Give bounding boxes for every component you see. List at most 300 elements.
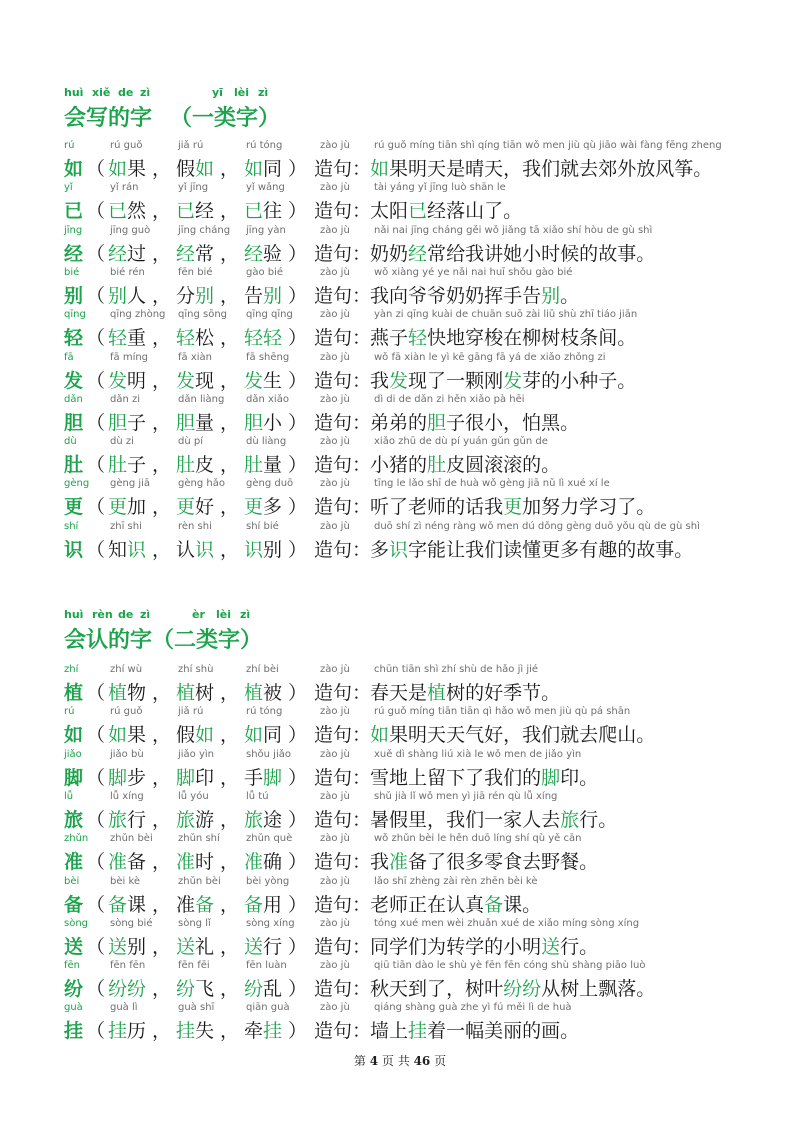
comma: ，	[220, 766, 240, 789]
sentence-pinyin: shǔ jià lǐ wǒ men yì jiā rén qù lǚ xíng	[374, 790, 558, 802]
comma: ，	[152, 1020, 172, 1043]
example-sentence: 听了老师的话我更加努力学习了。	[370, 496, 656, 519]
sentence-label: 造句：	[314, 454, 372, 477]
target-character: 轻	[64, 327, 84, 350]
char-pinyin: qīng	[64, 309, 86, 321]
comma: ，	[220, 538, 240, 561]
word-pinyin: gèng duō	[246, 478, 294, 490]
comma: ，	[152, 766, 172, 789]
word-pinyin: rú tóng	[246, 140, 283, 151]
open-paren: （	[86, 158, 106, 180]
word: 更加	[108, 496, 147, 519]
target-character: 植	[64, 682, 84, 704]
example-sentence: 雪地上留下了我们的脚印。	[370, 766, 599, 789]
word: 更多	[244, 496, 283, 519]
word: 如同	[244, 158, 283, 180]
footer-prefix: 第	[353, 1054, 366, 1068]
example-sentence: 我发现了一颗刚发芽的小种子。	[370, 369, 637, 392]
sentence-label: 造句：	[314, 496, 372, 519]
label-pinyin: zào jù	[320, 917, 350, 929]
comma: ，	[220, 978, 240, 1001]
word: 送别	[108, 935, 147, 958]
sentence-label: 造句：	[314, 893, 372, 916]
footer-mid: 页 共	[381, 1054, 410, 1068]
word: 已经	[176, 200, 215, 223]
example-sentence: 多识字能让我们读懂更多有趣的故事。	[370, 538, 694, 561]
word-pinyin: dù liàng	[246, 436, 287, 448]
word-pinyin: shí bié	[246, 520, 279, 532]
word: 轻轻	[244, 327, 283, 350]
word: 脚步	[108, 766, 147, 789]
word: 纷乱	[244, 978, 283, 1001]
title-pinyin-syllable: de	[118, 608, 134, 621]
comma: ，	[220, 454, 240, 477]
char-pinyin: zhí	[64, 664, 79, 675]
title-pinyin-syllable: zì	[140, 608, 151, 621]
comma: ，	[220, 935, 240, 958]
target-character: 别	[64, 284, 84, 307]
char-pinyin: guà	[64, 1002, 83, 1014]
example-sentence: 如果明天天气好，我们就去爬山。	[370, 724, 656, 747]
vocab-row	[64, 833, 764, 877]
comma: ，	[152, 538, 172, 561]
vocab-row	[64, 521, 764, 565]
word-pinyin: zhí shù	[178, 664, 214, 675]
word: 更好	[176, 496, 215, 519]
close-paren: ）	[288, 851, 308, 874]
close-paren: ）	[288, 327, 308, 350]
word-pinyin: jīng guò	[110, 224, 151, 236]
comma: ，	[152, 327, 172, 350]
char-pinyin: rú	[64, 140, 75, 151]
label-pinyin: zào jù	[320, 393, 350, 405]
example-sentence: 春天是植树的好季节。	[370, 682, 561, 704]
example-sentence: 太阳已经落山了。	[370, 200, 523, 223]
close-paren: ）	[288, 454, 308, 477]
title-pinyin-syllable: xiě	[92, 86, 111, 99]
title-pinyin-syllable: zì	[240, 608, 251, 621]
section-heading	[64, 101, 280, 132]
label-pinyin: zào jù	[320, 960, 350, 972]
target-character: 纷	[64, 978, 84, 1001]
comma: ，	[152, 808, 172, 831]
char-pinyin: fā	[64, 351, 74, 363]
word-pinyin: qīng sōng	[178, 309, 228, 321]
word-pinyin: zhī shi	[110, 520, 142, 532]
open-paren: （	[86, 1020, 106, 1043]
comma: ，	[152, 369, 172, 392]
sentence-pinyin: chūn tiān shì zhí shù de hǎo jì jié	[374, 664, 539, 675]
title-pinyin-syllable: de	[118, 86, 134, 99]
sentence-pinyin: qiáng shàng guà zhe yì fú měi lì de huà	[374, 1002, 572, 1014]
comma: ，	[152, 496, 172, 519]
char-pinyin: lǚ	[64, 790, 74, 802]
close-paren: ）	[288, 978, 308, 1001]
word: 已然	[108, 200, 147, 223]
vocab-row	[64, 309, 764, 353]
close-paren: ）	[288, 682, 308, 704]
target-character: 发	[64, 369, 84, 392]
title-pinyin-syllable: zì	[140, 86, 151, 99]
comma: ，	[152, 242, 172, 265]
word-pinyin: guà shī	[178, 1002, 215, 1014]
section-heading-main: 会写的字	[64, 105, 153, 131]
close-paren: ）	[288, 200, 308, 223]
footer-total-pages: 46	[413, 1054, 431, 1068]
vocab-row	[64, 791, 764, 835]
example-sentence: 同学们为转学的小明送行。	[370, 935, 599, 958]
comma: ，	[152, 454, 172, 477]
word: 发明	[108, 369, 147, 392]
example-sentence: 老师正在认真备课。	[370, 893, 542, 916]
comma: ，	[152, 935, 172, 958]
open-paren: （	[86, 242, 106, 265]
target-character: 如	[64, 158, 84, 180]
comma: ，	[220, 808, 240, 831]
example-sentence: 奶奶经常给我讲她小时候的故事。	[370, 242, 656, 265]
open-paren: （	[86, 327, 106, 350]
sentence-pinyin: lǎo shī zhèng zài rèn zhēn bèi kè	[374, 875, 538, 887]
example-sentence: 小猪的肚皮圆滚滚的。	[370, 454, 561, 477]
word-pinyin: jīng yàn	[246, 224, 286, 236]
word-pinyin: rú tóng	[246, 706, 283, 718]
comma: ，	[152, 411, 172, 434]
vocab-row	[64, 352, 764, 396]
comma: ，	[152, 284, 172, 307]
char-pinyin: gèng	[64, 478, 90, 490]
word-pinyin: shǒu jiǎo	[246, 748, 291, 760]
label-pinyin: zào jù	[320, 790, 350, 802]
example-sentence: 我准备了很多零食去野餐。	[370, 851, 599, 874]
label-pinyin: zào jù	[320, 664, 350, 675]
sentence-label: 造句：	[314, 682, 372, 704]
word: 发生	[244, 369, 283, 392]
section-heading-main: 会认的字	[64, 627, 153, 653]
vocab-row	[64, 436, 764, 480]
comma: ，	[152, 200, 172, 223]
char-pinyin: dù	[64, 436, 77, 448]
example-sentence: 暑假里，我们一家人去旅行。	[370, 808, 618, 831]
close-paren: ）	[288, 724, 308, 747]
word-pinyin: sòng lǐ	[178, 917, 211, 929]
open-paren: （	[86, 538, 106, 561]
word-pinyin: fā míng	[110, 351, 149, 363]
word: 准备	[108, 851, 147, 874]
word-pinyin: dù zi	[110, 436, 134, 448]
char-pinyin: rú	[64, 706, 75, 718]
open-paren: （	[86, 851, 106, 874]
comma: ，	[220, 327, 240, 350]
open-paren: （	[86, 766, 106, 789]
word: 牵挂	[244, 1020, 283, 1043]
word-pinyin: jiǎo yìn	[178, 748, 215, 760]
char-pinyin: shí	[64, 520, 79, 532]
section-title-write	[64, 86, 280, 132]
word: 分别	[176, 284, 215, 307]
comma: ，	[220, 411, 240, 434]
word: 挂历	[108, 1020, 147, 1043]
word-pinyin: zhǔn què	[246, 833, 293, 845]
close-paren: ）	[288, 893, 308, 916]
word-pinyin: zhí bèi	[246, 664, 279, 675]
word-pinyin: yǐ rán	[110, 182, 139, 194]
label-pinyin: zào jù	[320, 182, 350, 194]
word: 认识	[176, 538, 215, 561]
word: 经常	[176, 242, 215, 265]
label-pinyin: zào jù	[320, 706, 350, 718]
word-pinyin: dǎn liàng	[178, 393, 225, 405]
close-paren: ）	[288, 242, 308, 265]
word: 知识	[108, 538, 147, 561]
open-paren: （	[86, 496, 106, 519]
label-pinyin: zào jù	[320, 140, 350, 151]
word: 植被	[244, 682, 283, 704]
target-character: 如	[64, 724, 84, 747]
section-title-read	[64, 608, 262, 654]
word-pinyin: rú guǒ	[110, 706, 143, 718]
comma: ，	[220, 158, 240, 180]
char-pinyin: bié	[64, 266, 80, 278]
open-paren: （	[86, 200, 106, 223]
sentence-pinyin: yàn zi qīng kuài de chuān suō zài liǔ shù zhī tiáo jiān	[374, 309, 638, 321]
word-pinyin: gèng hǎo	[178, 478, 225, 490]
word: 挂失	[176, 1020, 215, 1043]
word: 旅行	[108, 808, 147, 831]
sentence-label: 造句：	[314, 808, 372, 831]
word: 已往	[244, 200, 283, 223]
comma: ，	[220, 1020, 240, 1043]
title-pinyin-syllable: huì	[64, 86, 84, 99]
word: 纷纷	[108, 978, 147, 1001]
char-pinyin: jiǎo	[64, 748, 82, 760]
comma: ，	[220, 496, 240, 519]
sentence-label: 造句：	[314, 851, 372, 874]
word-pinyin: guà lì	[110, 1002, 138, 1014]
word: 旅游	[176, 808, 215, 831]
close-paren: ）	[288, 808, 308, 831]
sentence-pinyin: rú guǒ míng tiān shì qíng tiān wǒ men jiù qù jiāo wài fàng fēng zheng	[374, 140, 722, 151]
comma: ，	[220, 893, 240, 916]
vocab-row	[64, 960, 764, 1004]
comma: ，	[220, 682, 240, 704]
word-pinyin: fēn bié	[178, 266, 213, 278]
vocab-row	[64, 876, 764, 920]
word-pinyin: lǚ xíng	[110, 790, 144, 802]
comma: ，	[220, 724, 240, 747]
comma: ，	[152, 724, 172, 747]
comma: ，	[220, 242, 240, 265]
word-pinyin: jiǎ rú	[178, 706, 204, 718]
word: 手脚	[244, 766, 283, 789]
vocab-row	[64, 918, 764, 962]
word: 别人	[108, 284, 147, 307]
word: 纷飞	[176, 978, 215, 1001]
example-sentence: 秋天到了，树叶纷纷从树上飘落。	[370, 978, 656, 1001]
word: 胆量	[176, 411, 215, 434]
sentence-pinyin: wǒ xiàng yé ye nǎi nai huī shǒu gào bié	[374, 266, 573, 278]
word: 假如	[176, 724, 215, 747]
word: 轻重	[108, 327, 147, 350]
word: 准备	[176, 893, 215, 916]
word-pinyin: yǐ wǎng	[246, 182, 285, 194]
title-pinyin-syllable: lèi	[216, 608, 232, 621]
footer-page-number: 4	[369, 1054, 379, 1068]
word-pinyin: qīng qīng	[246, 309, 293, 321]
open-paren: （	[86, 893, 106, 916]
sentence-pinyin: tóng xué men wèi zhuǎn xué de xiǎo míng sòng xíng	[374, 917, 640, 929]
comma: ，	[152, 893, 172, 916]
sentence-pinyin: wǒ fā xiàn le yì kē gāng fā yá de xiǎo zhǒng zi	[374, 351, 606, 363]
word-pinyin: rèn shi	[178, 520, 212, 532]
label-pinyin: zào jù	[320, 309, 350, 321]
label-pinyin: zào jù	[320, 478, 350, 490]
word: 旅途	[244, 808, 283, 831]
vocab-row	[64, 478, 764, 522]
char-pinyin: fēn	[64, 960, 81, 972]
word: 肚皮	[176, 454, 215, 477]
vocab-row	[64, 182, 764, 226]
sentence-pinyin: tīng le lǎo shī de huà wǒ gèng jiā nǔ lì xué xí le	[374, 478, 610, 490]
label-pinyin: zào jù	[320, 875, 350, 887]
word: 脚印	[176, 766, 215, 789]
sentence-pinyin: wǒ zhǔn bèi le hěn duō líng shí qù yě cān	[374, 833, 582, 845]
comma: ，	[220, 369, 240, 392]
sentence-pinyin: nǎi nai jīng cháng gěi wǒ jiǎng tā xiǎo shí hòu de gù shì	[374, 224, 653, 236]
word-pinyin: yǐ jīng	[178, 182, 209, 194]
word-pinyin: fēn luàn	[246, 960, 287, 972]
close-paren: ）	[288, 411, 308, 434]
label-pinyin: zào jù	[320, 833, 350, 845]
word-pinyin: fēn fēi	[178, 960, 210, 972]
target-character: 更	[64, 496, 84, 519]
word-pinyin: gào bié	[246, 266, 284, 278]
close-paren: ）	[288, 766, 308, 789]
word-pinyin: fā shēng	[246, 351, 290, 363]
char-pinyin: bèi	[64, 875, 80, 887]
title-pinyin	[64, 608, 262, 622]
section-heading-sub: （二类字）	[152, 627, 263, 653]
sentence-label: 造句：	[314, 978, 372, 1001]
comma: ，	[152, 682, 172, 704]
sentence-label: 造句：	[314, 327, 372, 350]
target-character: 胆	[64, 411, 84, 434]
word: 如同	[244, 724, 283, 747]
sentence-label: 造句：	[314, 538, 372, 561]
label-pinyin: zào jù	[320, 1002, 350, 1014]
word-pinyin: zhǔn bèi	[178, 875, 221, 887]
word-pinyin: fā xiàn	[178, 351, 212, 363]
char-pinyin: sòng	[64, 917, 89, 929]
page-footer	[0, 1052, 800, 1069]
label-pinyin: zào jù	[320, 436, 350, 448]
target-character: 挂	[64, 1020, 84, 1043]
label-pinyin: zào jù	[320, 748, 350, 760]
title-pinyin-syllable: zì	[258, 86, 269, 99]
example-sentence: 墙上挂着一幅美丽的画。	[370, 1020, 580, 1043]
word: 经过	[108, 242, 147, 265]
comma: ，	[220, 284, 240, 307]
word: 经验	[244, 242, 283, 265]
word: 肚量	[244, 454, 283, 477]
target-character: 识	[64, 538, 84, 561]
close-paren: ）	[288, 1020, 308, 1043]
word-pinyin: jīng cháng	[178, 224, 231, 236]
word-pinyin: qiān guà	[246, 1002, 290, 1014]
label-pinyin: zào jù	[320, 224, 350, 236]
word-pinyin: jiǎ rú	[178, 140, 204, 151]
vocab-row	[64, 1002, 764, 1046]
open-paren: （	[86, 808, 106, 831]
footer-suffix: 页	[434, 1054, 447, 1068]
close-paren: ）	[288, 935, 308, 958]
close-paren: ）	[288, 496, 308, 519]
char-pinyin: zhǔn	[64, 833, 89, 845]
sentence-pinyin: rú guǒ míng tiān tiān qì hǎo wǒ men jiù qù pá shān	[374, 706, 631, 718]
section-heading	[64, 623, 262, 654]
comma: ，	[152, 158, 172, 180]
word: 送行	[244, 935, 283, 958]
sentence-label: 造句：	[314, 158, 372, 180]
sentence-label: 造句：	[314, 724, 372, 747]
word: 备课	[108, 893, 147, 916]
title-pinyin-syllable: lèi	[234, 86, 250, 99]
word-pinyin: gèng jiā	[110, 478, 151, 490]
title-pinyin-syllable: rèn	[92, 608, 113, 621]
char-pinyin: yǐ	[64, 182, 73, 194]
target-character: 已	[64, 200, 84, 223]
word-pinyin: zhí wù	[110, 664, 143, 675]
sentence-label: 造句：	[314, 766, 372, 789]
word-pinyin: bèi kè	[110, 875, 141, 887]
word-pinyin: rú guǒ	[110, 140, 143, 151]
word-pinyin: fēn fēn	[110, 960, 146, 972]
sentence-label: 造句：	[314, 200, 372, 223]
target-character: 准	[64, 851, 84, 874]
close-paren: ）	[288, 158, 308, 180]
char-pinyin: jīng	[64, 224, 83, 236]
word: 发现	[176, 369, 215, 392]
target-character: 旅	[64, 808, 84, 831]
word: 植树	[176, 682, 215, 704]
example-sentence: 弟弟的胆子很小，怕黑。	[370, 411, 580, 434]
sentence-label: 造句：	[314, 935, 372, 958]
open-paren: （	[86, 411, 106, 434]
open-paren: （	[86, 284, 106, 307]
comma: ，	[152, 978, 172, 1001]
word: 准确	[244, 851, 283, 874]
vocab-row	[64, 664, 764, 708]
open-paren: （	[86, 682, 106, 704]
example-sentence: 如果明天是晴天，我们就去郊外放风筝。	[370, 158, 713, 180]
sentence-pinyin: xiǎo zhū de dù pí yuán gǔn gǔn de	[374, 436, 548, 448]
open-paren: （	[86, 935, 106, 958]
word: 如果	[108, 724, 147, 747]
target-character: 脚	[64, 766, 84, 789]
word: 送礼	[176, 935, 215, 958]
label-pinyin: zào jù	[320, 520, 350, 532]
word-pinyin: dǎn zi	[110, 393, 141, 405]
sentence-label: 造句：	[314, 1020, 372, 1043]
sentence-pinyin: xuě dì shàng liú xià le wǒ men de jiǎo yìn	[374, 748, 582, 760]
sentence-label: 造句：	[314, 284, 372, 307]
word: 如果	[108, 158, 147, 180]
target-character: 送	[64, 935, 84, 958]
sentence-pinyin: qiū tiān dào le shù yè fēn fēn cóng shù shàng piāo luò	[374, 960, 646, 972]
open-paren: （	[86, 454, 106, 477]
word: 胆子	[108, 411, 147, 434]
close-paren: ）	[288, 284, 308, 307]
vocab-row	[64, 394, 764, 438]
